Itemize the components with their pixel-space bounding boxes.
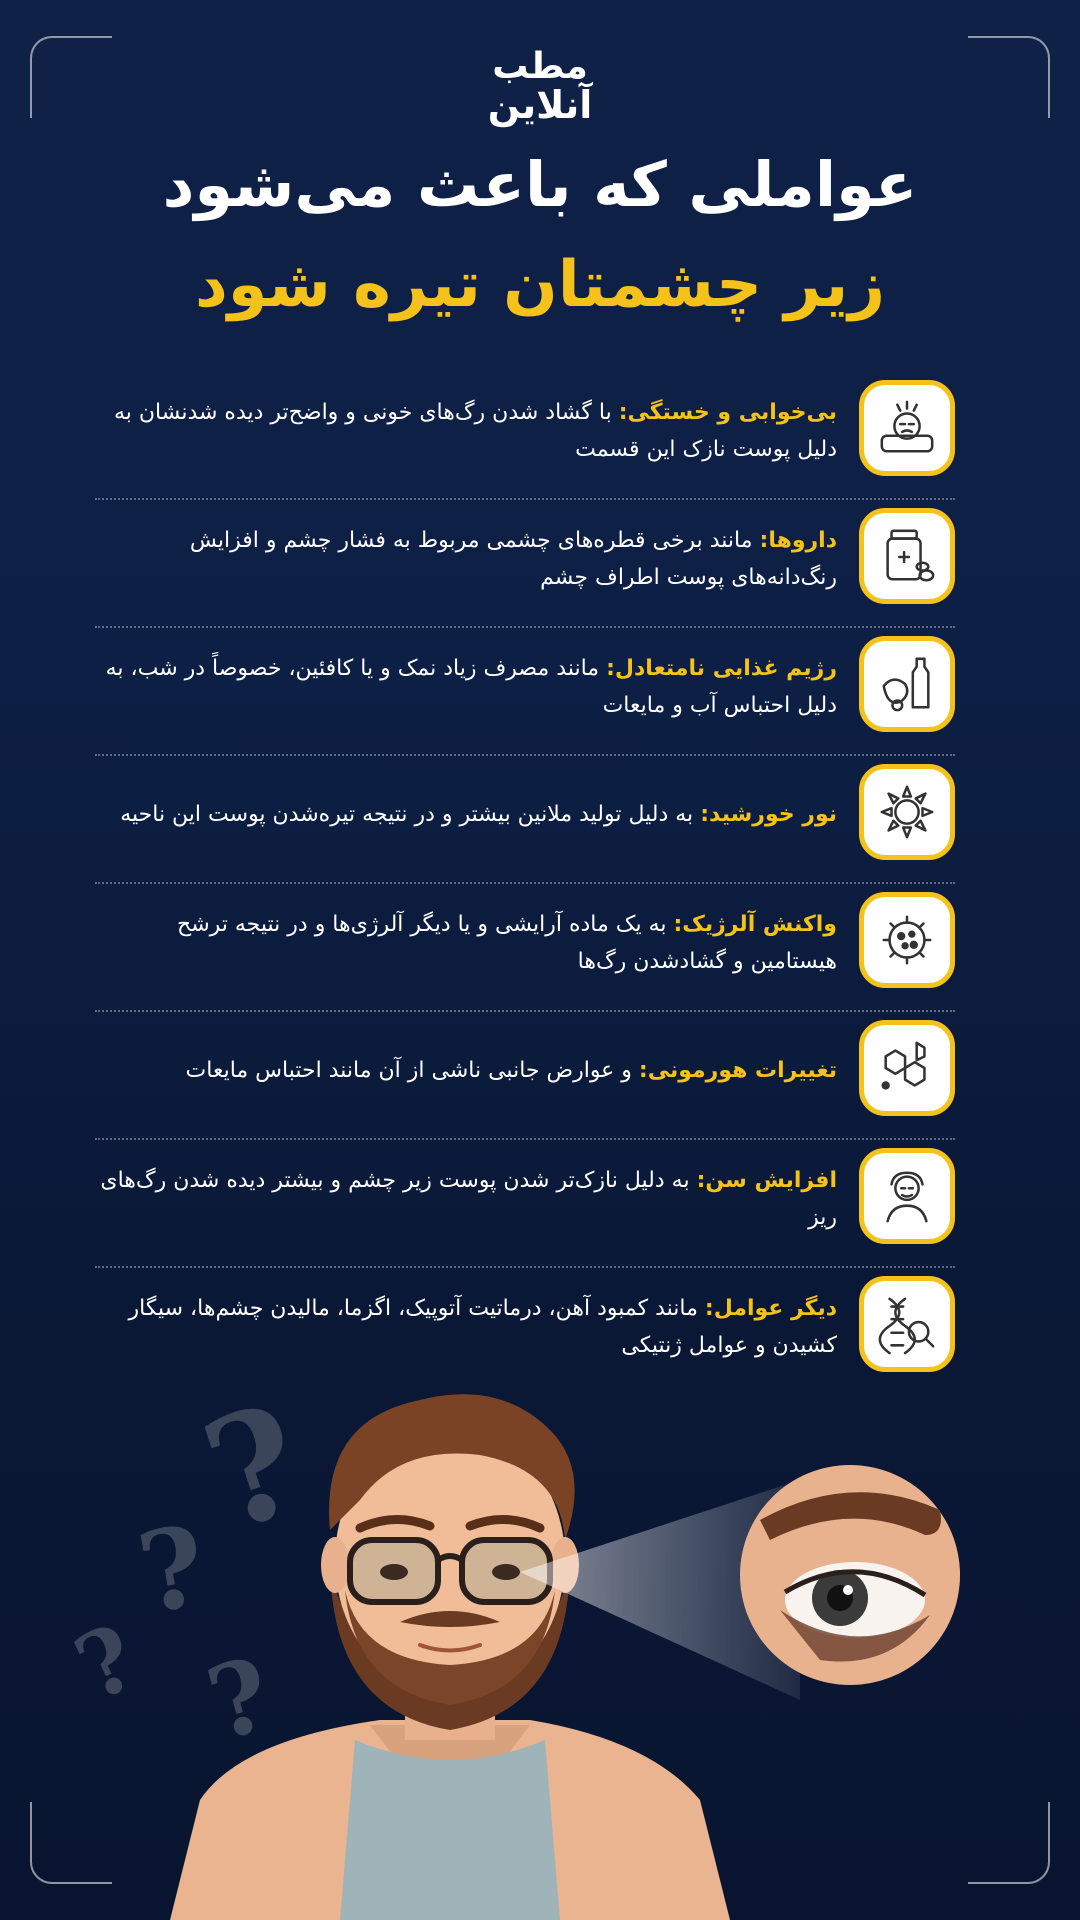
item-label: داروها: xyxy=(759,527,837,553)
medicine-bottle-icon xyxy=(859,508,955,604)
sun-icon xyxy=(859,764,955,860)
item-label: نور خورشید: xyxy=(700,802,837,828)
list-item xyxy=(95,628,955,756)
item-text: و عوارض جانبی ناشی از آن مانند احتباس مایعات xyxy=(185,1058,639,1084)
item-label: افزایش سن: xyxy=(696,1167,837,1193)
item-text: مانند کمبود آهن، درماتیت آتوپیک، اگزما، مالیدن چشم‌ها، سیگار کشیدن و عوامل ژنتیکی xyxy=(128,1295,837,1358)
allergen-icon xyxy=(859,892,955,988)
item-label: رژیم غذایی نامتعادل: xyxy=(606,655,837,681)
item-text: به دلیل نازک‌تر شدن پوست زیر چشم و بیشتر دیده شدن رگ‌های ریز xyxy=(100,1167,837,1230)
elderly-person-icon xyxy=(859,1148,955,1244)
list-item xyxy=(95,1012,955,1140)
list-item xyxy=(95,884,955,1012)
item-label: واکنش آلرژیک: xyxy=(673,911,837,937)
list-item xyxy=(95,372,955,500)
item-label: دیگر عوامل: xyxy=(704,1295,837,1321)
logo-line-1: مطب xyxy=(492,46,588,87)
item-label: بی‌خوابی و خستگی: xyxy=(618,399,837,425)
list-item xyxy=(95,500,955,628)
dna-search-icon xyxy=(859,1276,955,1372)
question-mark-icon: ? xyxy=(129,1500,216,1639)
tired-face-icon xyxy=(859,380,955,476)
item-label: تغییرات هورمونی: xyxy=(638,1058,837,1084)
page-title: عواملی که باعث می‌شود xyxy=(162,148,918,221)
item-text: با گشاد شدن رگ‌های خونی و واضح‌تر دیده شدنشان به دلیل پوست نازک این قسمت xyxy=(113,399,837,462)
logo-line-2: آنلاین xyxy=(487,82,593,127)
item-text: مانند برخی قطره‌های چشمی مربوط به فشار چشم و افزایش رنگ‌دانه‌های پوست اطراف چشم xyxy=(189,527,837,590)
question-mark-icon: ? xyxy=(184,1370,323,1566)
causes-list xyxy=(95,372,955,1394)
brand-logo xyxy=(0,48,1080,126)
list-item xyxy=(95,756,955,884)
item-text: به دلیل تولید ملانین بیشتر و در نتیجه تیره‌شدن پوست این ناحیه xyxy=(120,802,701,828)
question-mark-icon: ? xyxy=(60,1603,153,1723)
food-icon xyxy=(859,636,955,732)
hormone-molecule-icon xyxy=(859,1020,955,1116)
man-illustration xyxy=(0,1360,1080,1920)
item-text: به یک ماده آرایشی و یا دیگر آلرژی‌ها و در نتیجه ترشح هیستامین و گشادشدن رگ‌ها xyxy=(177,911,837,974)
question-mark-icon: ? xyxy=(195,1634,283,1764)
item-text: مانند مصرف زیاد نمک و یا کافئین، خصوصاً در شب، به دلیل احتباس آب و مایعات xyxy=(105,655,837,718)
page-subtitle: زیر چشمتان تیره شود xyxy=(194,248,886,322)
list-item xyxy=(95,1140,955,1268)
